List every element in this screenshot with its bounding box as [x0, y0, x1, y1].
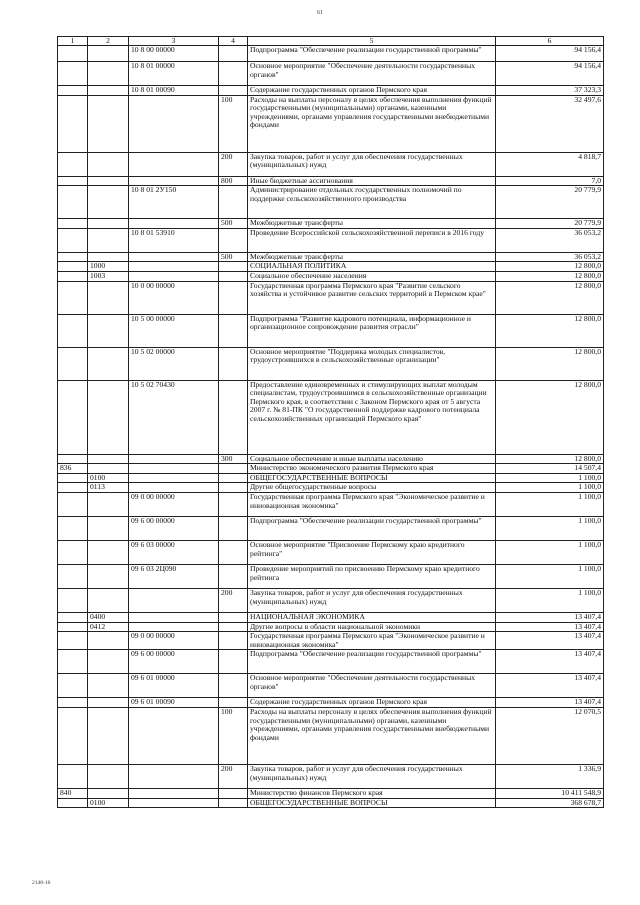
item-name-cell: Другие вопросы в области национальной экономики: [248, 622, 496, 632]
item-name-cell: НАЦИОНАЛЬНАЯ ЭКОНОМИКА: [248, 612, 496, 622]
ministry-code-cell: [58, 588, 88, 612]
expense-type-cell: 200: [219, 764, 248, 788]
ministry-code-cell: [58, 540, 88, 564]
expense-type-cell: 500: [219, 252, 248, 262]
table-row: [58, 281, 604, 314]
item-name-cell: Основное мероприятие "Обеспечение деятельности государственных органов": [248, 674, 496, 698]
section-code-cell: [88, 186, 129, 219]
header-col-2: 2: [88, 37, 129, 46]
amount-cell: 94 156,4: [496, 46, 604, 62]
amount-cell: 13 407,4: [496, 622, 604, 632]
item-name-cell: Содержание государственных органов Пермского края: [248, 86, 496, 96]
expense-type-cell: [219, 788, 248, 798]
item-name-cell: Государственная программа Пермского края "Развитие сельского хозяйства и устойчивое развитие сельских территорий в Пермском крае": [248, 281, 496, 314]
target-article-cell: 10 8 01 00000: [129, 62, 219, 86]
expense-type-cell: [219, 46, 248, 62]
amount-cell: 32 497,6: [496, 95, 604, 152]
section-code-cell: [88, 764, 129, 788]
ministry-code-cell: [58, 228, 88, 252]
expense-type-cell: [219, 62, 248, 86]
expense-type-cell: [219, 492, 248, 516]
ministry-code-cell: [58, 612, 88, 622]
table-row: [58, 454, 604, 464]
item-name-cell: Подпрограмма "Обеспечение реализации государственной программы": [248, 516, 496, 540]
expense-type-cell: [219, 380, 248, 454]
ministry-code-cell: [58, 219, 88, 229]
table-row: [58, 262, 604, 272]
expense-type-cell: [219, 674, 248, 698]
section-code-cell: [88, 454, 129, 464]
table-row: [58, 314, 604, 347]
target-article-cell: 10 5 02 70430: [129, 380, 219, 454]
target-article-cell: 10 5 00 00000: [129, 314, 219, 347]
amount-cell: 4 818,7: [496, 152, 604, 176]
item-name-cell: Социальное обеспечение населения: [248, 271, 496, 281]
expense-type-cell: [219, 262, 248, 272]
target-article-cell: [129, 788, 219, 798]
ministry-code-cell: [58, 176, 88, 186]
ministry-code-cell: [58, 95, 88, 152]
ministry-code-cell: [58, 698, 88, 708]
section-code-cell: [88, 650, 129, 674]
expense-type-cell: [219, 540, 248, 564]
ministry-code-cell: [58, 186, 88, 219]
amount-cell: 7,0: [496, 176, 604, 186]
expense-type-cell: [219, 516, 248, 540]
expense-type-cell: [219, 483, 248, 493]
amount-cell: 36 053,2: [496, 252, 604, 262]
table-row: [58, 464, 604, 474]
section-code-cell: [88, 707, 129, 764]
section-code-cell: [88, 219, 129, 229]
expense-type-cell: [219, 622, 248, 632]
target-article-cell: 10 8 01 00090: [129, 86, 219, 96]
table-row: [58, 347, 604, 380]
table-row: [58, 483, 604, 493]
item-name-cell: Проведение Всероссийской сельскохозяйственной переписи в 2016 году: [248, 228, 496, 252]
section-code-cell: [88, 788, 129, 798]
section-code-cell: [88, 540, 129, 564]
expense-type-cell: [219, 473, 248, 483]
amount-cell: 13 407,4: [496, 698, 604, 708]
item-name-cell: Государственная программа Пермского края "Экономическое развитие и инновационная экономика": [248, 492, 496, 516]
item-name-cell: ОБЩЕГОСУДАРСТВЕННЫЕ ВОПРОСЫ: [248, 473, 496, 483]
section-code-cell: [88, 86, 129, 96]
item-name-cell: Содержание государственных органов Пермского края: [248, 698, 496, 708]
item-name-cell: Закупка товаров, работ и услуг для обеспечения государственных (муниципальных) нужд: [248, 764, 496, 788]
amount-cell: 12 070,5: [496, 707, 604, 764]
expense-type-cell: [219, 650, 248, 674]
ministry-code-cell: 840: [58, 788, 88, 798]
amount-cell: 12 800,0: [496, 380, 604, 454]
table-row: [58, 252, 604, 262]
section-code-cell: 0100: [88, 798, 129, 808]
target-article-cell: [129, 262, 219, 272]
table-row: [58, 707, 604, 764]
section-code-cell: 0113: [88, 483, 129, 493]
section-code-cell: [88, 46, 129, 62]
target-article-cell: [129, 219, 219, 229]
item-name-cell: Другие общегосударственные вопросы: [248, 483, 496, 493]
expense-type-cell: 500: [219, 219, 248, 229]
ministry-code-cell: [58, 252, 88, 262]
amount-cell: 1 100,0: [496, 540, 604, 564]
amount-cell: 1 336,9: [496, 764, 604, 788]
table-row: [58, 540, 604, 564]
section-code-cell: [88, 588, 129, 612]
table-row: [58, 271, 604, 281]
ministry-code-cell: [58, 152, 88, 176]
amount-cell: 36 053,2: [496, 228, 604, 252]
table-row: [58, 186, 604, 219]
header-col-5: 5: [248, 37, 496, 46]
ministry-code-cell: [58, 650, 88, 674]
section-code-cell: 1003: [88, 271, 129, 281]
section-code-cell: [88, 380, 129, 454]
table-row: [58, 588, 604, 612]
budget-table: [57, 36, 604, 808]
target-article-cell: 09 6 01 00000: [129, 674, 219, 698]
item-name-cell: Межбюджетные трансферты: [248, 219, 496, 229]
item-name-cell: Закупка товаров, работ и услуг для обеспечения государственных (муниципальных) нужд: [248, 588, 496, 612]
header-col-1: 1: [58, 37, 88, 46]
expense-type-cell: [219, 281, 248, 314]
ministry-code-cell: [58, 674, 88, 698]
item-name-cell: ОБЩЕГОСУДАРСТВЕННЫЕ ВОПРОСЫ: [248, 798, 496, 808]
ministry-code-cell: [58, 281, 88, 314]
section-code-cell: [88, 252, 129, 262]
expense-type-cell: [219, 612, 248, 622]
target-article-cell: 10 0 00 00000: [129, 281, 219, 314]
expense-type-cell: [219, 271, 248, 281]
amount-cell: 12 800,0: [496, 347, 604, 380]
amount-cell: 94 156,4: [496, 62, 604, 86]
target-article-cell: [129, 483, 219, 493]
target-article-cell: 10 8 01 53910: [129, 228, 219, 252]
expense-type-cell: [219, 698, 248, 708]
amount-cell: 1 100,0: [496, 492, 604, 516]
table-row: [58, 228, 604, 252]
table-row: [58, 764, 604, 788]
ministry-code-cell: [58, 622, 88, 632]
target-article-cell: 09 6 00 00000: [129, 650, 219, 674]
section-code-cell: [88, 492, 129, 516]
amount-cell: 1 100,0: [496, 483, 604, 493]
target-article-cell: [129, 464, 219, 474]
expense-type-cell: 300: [219, 454, 248, 464]
table-row: [58, 798, 604, 808]
ministry-code-cell: [58, 86, 88, 96]
target-article-cell: 10 8 00 00000: [129, 46, 219, 62]
expense-type-cell: 200: [219, 588, 248, 612]
ministry-code-cell: [58, 483, 88, 493]
ministry-code-cell: [58, 62, 88, 86]
section-code-cell: [88, 95, 129, 152]
ministry-code-cell: [58, 492, 88, 516]
target-article-cell: 09 0 00 00000: [129, 492, 219, 516]
table-row: [58, 674, 604, 698]
section-code-cell: [88, 314, 129, 347]
amount-cell: 12 800,0: [496, 262, 604, 272]
target-article-cell: 09 6 03 00000: [129, 540, 219, 564]
item-name-cell: Социальное обеспечение и иные выплаты населению: [248, 454, 496, 464]
table-row: [58, 564, 604, 588]
expense-type-cell: 100: [219, 707, 248, 764]
target-article-cell: 10 5 02 00000: [129, 347, 219, 380]
section-code-cell: 1000: [88, 262, 129, 272]
amount-cell: 13 407,4: [496, 612, 604, 622]
item-name-cell: Расходы на выплаты персоналу в целях обеспечения выполнения функций государственными (муниципальными) органами, казенными учреждениями, органами управления государственными внебюджетными фондами: [248, 95, 496, 152]
target-article-cell: [129, 454, 219, 464]
section-code-cell: 0400: [88, 612, 129, 622]
ministry-code-cell: [58, 707, 88, 764]
target-article-cell: 10 8 01 2У150: [129, 186, 219, 219]
expense-type-cell: [219, 632, 248, 650]
page-number: 61: [317, 10, 323, 16]
ministry-code-cell: [58, 764, 88, 788]
amount-cell: 12 800,0: [496, 454, 604, 464]
table-row: [58, 46, 604, 62]
ministry-code-cell: [58, 632, 88, 650]
expense-type-cell: [219, 314, 248, 347]
section-code-cell: 0100: [88, 473, 129, 483]
amount-cell: 20 779,9: [496, 186, 604, 219]
amount-cell: 10 411 548,9: [496, 788, 604, 798]
table-header-row: [58, 37, 604, 46]
item-name-cell: Предоставление единовременных и стимулирующих выплат молодым специалистам, трудоустроившимся в сельскохозяйственные организации Пермского края, в соответствии с Законом Пермского края от 5 августа 2007 г. № 81-ПК "О государственной поддержке кадрового потенциала сельскохозяйственных организаций Пермского края": [248, 380, 496, 454]
target-article-cell: [129, 612, 219, 622]
expense-type-cell: [219, 798, 248, 808]
section-code-cell: [88, 347, 129, 380]
amount-cell: 14 507,4: [496, 464, 604, 474]
target-article-cell: [129, 622, 219, 632]
expense-type-cell: [219, 464, 248, 474]
ministry-code-cell: [58, 473, 88, 483]
item-name-cell: Межбюджетные трансферты: [248, 252, 496, 262]
table-row: [58, 492, 604, 516]
amount-cell: 1 100,0: [496, 516, 604, 540]
item-name-cell: СОЦИАЛЬНАЯ ПОЛИТИКА: [248, 262, 496, 272]
section-code-cell: [88, 228, 129, 252]
amount-cell: 1 100,0: [496, 588, 604, 612]
item-name-cell: Закупка товаров, работ и услуг для обеспечения государственных (муниципальных) нужд: [248, 152, 496, 176]
expense-type-cell: [219, 228, 248, 252]
item-name-cell: Подпрограмма "Обеспечение реализации государственной программы": [248, 650, 496, 674]
footer-code: 2148-16: [32, 880, 51, 886]
amount-cell: 37 323,3: [496, 86, 604, 96]
item-name-cell: Основное мероприятие "Поддержка молодых специалистов, трудоустроившихся в сельскохозяйственные организации": [248, 347, 496, 380]
section-code-cell: [88, 698, 129, 708]
amount-cell: 13 407,4: [496, 632, 604, 650]
amount-cell: 12 800,0: [496, 271, 604, 281]
section-code-cell: [88, 632, 129, 650]
table-body: [58, 46, 604, 808]
expense-type-cell: [219, 347, 248, 380]
item-name-cell: Подпрограмма "Развитие кадрового потенциала, информационное и организационное сопровождение развития отрасли": [248, 314, 496, 347]
target-article-cell: [129, 764, 219, 788]
section-code-cell: [88, 281, 129, 314]
target-article-cell: 09 6 01 00090: [129, 698, 219, 708]
table-row: [58, 788, 604, 798]
section-code-cell: [88, 464, 129, 474]
ministry-code-cell: [58, 347, 88, 380]
ministry-code-cell: [58, 46, 88, 62]
table-row: [58, 612, 604, 622]
amount-cell: 12 800,0: [496, 281, 604, 314]
amount-cell: 12 800,0: [496, 314, 604, 347]
table-row: [58, 62, 604, 86]
target-article-cell: [129, 252, 219, 262]
item-name-cell: Государственная программа Пермского края "Экономическое развитие и инновационная экономика": [248, 632, 496, 650]
item-name-cell: Расходы на выплаты персоналу в целях обеспечения выполнения функций государственными (муниципальными) органами, казенными учреждениями, органами управления государственными внебюджетными фондами: [248, 707, 496, 764]
section-code-cell: [88, 152, 129, 176]
ministry-code-cell: [58, 454, 88, 464]
expense-type-cell: [219, 86, 248, 96]
table-row: [58, 176, 604, 186]
table-row: [58, 95, 604, 152]
section-code-cell: [88, 516, 129, 540]
header-col-6: 6: [496, 37, 604, 46]
amount-cell: 13 407,4: [496, 650, 604, 674]
ministry-code-cell: [58, 516, 88, 540]
header-col-4: 4: [219, 37, 248, 46]
expense-type-cell: [219, 186, 248, 219]
amount-cell: 20 779,9: [496, 219, 604, 229]
section-code-cell: [88, 674, 129, 698]
section-code-cell: [88, 564, 129, 588]
target-article-cell: 09 6 00 00000: [129, 516, 219, 540]
target-article-cell: [129, 152, 219, 176]
ministry-code-cell: [58, 564, 88, 588]
section-code-cell: [88, 62, 129, 86]
target-article-cell: [129, 271, 219, 281]
table-row: [58, 650, 604, 674]
section-code-cell: 0412: [88, 622, 129, 632]
table-row: [58, 473, 604, 483]
header-col-3: 3: [129, 37, 219, 46]
table-row: [58, 698, 604, 708]
item-name-cell: Подпрограмма "Обеспечение реализации государственной программы": [248, 46, 496, 62]
table-row: [58, 380, 604, 454]
table-row: [58, 86, 604, 96]
item-name-cell: Администрирование отдельных государственных полномочий по поддержке сельскохозяйственного производства: [248, 186, 496, 219]
amount-cell: 368 678,7: [496, 798, 604, 808]
table-row: [58, 622, 604, 632]
target-article-cell: 09 6 03 2Ц090: [129, 564, 219, 588]
expense-type-cell: [219, 564, 248, 588]
table-row: [58, 632, 604, 650]
ministry-code-cell: [58, 798, 88, 808]
ministry-code-cell: [58, 314, 88, 347]
amount-cell: 1 100,0: [496, 564, 604, 588]
item-name-cell: Иные бюджетные ассигнования: [248, 176, 496, 186]
ministry-code-cell: [58, 271, 88, 281]
item-name-cell: Министерство финансов Пермского края: [248, 788, 496, 798]
target-article-cell: [129, 95, 219, 152]
target-article-cell: [129, 707, 219, 764]
amount-cell: 1 100,0: [496, 473, 604, 483]
expense-type-cell: 800: [219, 176, 248, 186]
expense-type-cell: 100: [219, 95, 248, 152]
table-row: [58, 219, 604, 229]
ministry-code-cell: [58, 262, 88, 272]
target-article-cell: [129, 588, 219, 612]
ministry-code-cell: 836: [58, 464, 88, 474]
table-row: [58, 516, 604, 540]
target-article-cell: [129, 473, 219, 483]
ministry-code-cell: [58, 380, 88, 454]
target-article-cell: [129, 798, 219, 808]
amount-cell: 13 407,4: [496, 674, 604, 698]
section-code-cell: [88, 176, 129, 186]
table-row: [58, 152, 604, 176]
item-name-cell: Министерство экономического развития Пермского края: [248, 464, 496, 474]
target-article-cell: [129, 176, 219, 186]
item-name-cell: Основное мероприятие "Присвоение Пермскому краю кредитного рейтинга": [248, 540, 496, 564]
item-name-cell: Проведение мероприятий по присвоению Пермскому краю кредитного рейтинга: [248, 564, 496, 588]
expense-type-cell: 200: [219, 152, 248, 176]
target-article-cell: 09 0 00 00000: [129, 632, 219, 650]
item-name-cell: Основное мероприятие "Обеспечение деятельности государственных органов": [248, 62, 496, 86]
